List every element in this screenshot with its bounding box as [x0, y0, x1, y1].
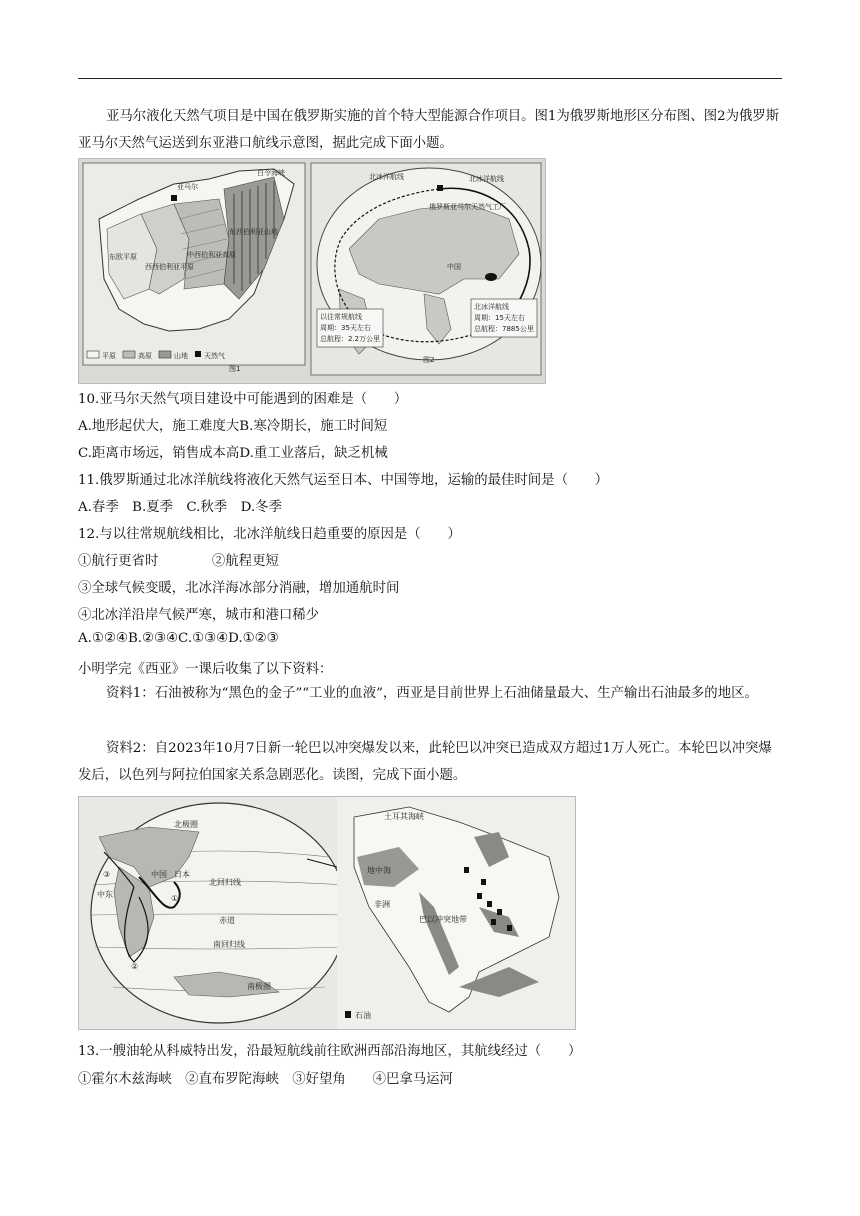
intro-paragraph-1: 亚马尔液化天然气项目是中国在俄罗斯实施的首个特大型能源合作项目。图1为俄罗斯地形区分布图、图2为俄罗斯亚马尔天然气运送到东亚港口航线示意图，据此完成下面小题。 — [78, 109, 780, 151]
q12-item-1-2: ①航行更省时 ②航程更短 — [78, 554, 279, 569]
russia-terrain-and-route-figure — [78, 158, 546, 384]
label-arctic-circle: 北极圈 — [174, 820, 198, 829]
label-middle-east: 中东 — [97, 890, 113, 899]
label-equator: 赤道 — [219, 916, 235, 925]
intro-paragraph-2: 小明学完《西亚》一课后收集了以下资料： — [78, 662, 333, 677]
new-route-distance: 总航程：7885公里 — [474, 325, 534, 333]
q13-stem: 13.一艘油轮从科威特出发，沿最短航线前往欧洲西部沿海地区，其航线经过（ ） — [78, 1044, 582, 1059]
legend-gas: 天然气 — [204, 352, 225, 360]
label-israel-palestine-zone: 巴以冲突地带 — [419, 915, 467, 924]
label-bering-strait: 白令海峡 — [257, 169, 285, 177]
label-china: 中国 — [151, 870, 167, 879]
legend-plain: 平原 — [102, 352, 116, 360]
label-turkish-straits: 土耳其海峡 — [384, 812, 424, 821]
label-mediterranean: 地中海 — [367, 866, 391, 875]
q12-stem: 12.与以往常规航线相比，北冰洋航线日趋重要的原因是（ ） — [78, 527, 461, 542]
label-east-european-plain: 东欧平原 — [109, 253, 137, 261]
q12-item-4: ④北冰洋沿岸气候严寒，城市和港口稀少 — [78, 608, 320, 623]
label-china: 中国 — [447, 263, 461, 271]
label-antarctic-circle: 南极圈 — [247, 982, 271, 991]
legend-mountain: 山地 — [174, 352, 188, 360]
header-rule — [78, 78, 782, 79]
label-west-siberian-plain: 西西伯利亚平原 — [145, 263, 194, 271]
label-east-siberian-mountains: 东西伯利亚山地 — [229, 228, 278, 236]
material-1: 资料1：石油被称为“黑色的金子”“工业的血液”，西亚是目前世界上石油储量最大、生产输出石油最多的地区。 — [106, 686, 758, 701]
label-yamal-plant: 俄罗斯亚马尔天然气工厂 — [429, 203, 506, 211]
old-route-title: 以往常规航线 — [320, 313, 362, 321]
material-2: 资料2：自2023年10月7日新一轮巴以冲突爆发以来，此轮巴以冲突已造成双方超过1万人死亡。本轮巴以冲突爆发后，以色列与阿拉伯国家关系急剧恶化。读图，完成下面小题。 — [78, 741, 772, 783]
label-africa: 非洲 — [374, 900, 390, 909]
middle-east-map-figure — [78, 796, 576, 1030]
q11-options: A.春季 B.夏季 C.秋季 D.冬季 — [78, 500, 282, 515]
q10-stem: 10.亚马尔天然气项目建设中可能遇到的困难是（ ） — [78, 392, 408, 407]
route-marker-2: ② — [131, 962, 139, 971]
q12-item-3: ③全球气候变暖，北冰洋海冰部分消融，增加通航时间 — [78, 581, 400, 596]
route-marker-3: ③ — [103, 870, 111, 879]
new-route-title: 北冰洋航线 — [474, 303, 509, 311]
new-route-period: 周期：15天左右 — [474, 314, 525, 322]
legend-oil: 石油 — [355, 1011, 371, 1020]
label-tropic-of-capricorn: 南回归线 — [213, 940, 245, 949]
label-arctic-route-right: 北冰洋航线 — [469, 175, 504, 183]
caption-figure-1: 图1 — [229, 365, 241, 373]
caption-figure-2: 图2 — [423, 356, 435, 364]
label-central-siberian-plateau: 中西伯利亚高原 — [187, 251, 236, 259]
q13-items: ①霍尔木兹海峡 ②直布罗陀海峡 ③好望角 ④巴拿马运河 — [78, 1072, 453, 1087]
label-yamal: 亚马尔 — [177, 183, 198, 191]
route-marker-1: ① — [171, 894, 179, 903]
label-arctic-route-left: 北冰洋航线 — [369, 173, 404, 181]
old-route-distance: 总航程：2.2万公里 — [320, 335, 381, 343]
q10-options-ab: A.地形起伏大，施工难度大B.寒冷期长，施工时间短 — [78, 419, 388, 434]
label-japan: 日本 — [174, 870, 190, 879]
label-tropic-of-cancer: 北回归线 — [209, 878, 241, 887]
q11-stem: 11.俄罗斯通过北冰洋航线将液化天然气运至日本、中国等地，运输的最佳时间是（ ） — [78, 473, 609, 488]
legend-plateau: 高原 — [138, 352, 152, 360]
q12-options: A.①②④B.②③④C.①③④D.①②③ — [78, 631, 279, 646]
q10-options-cd: C.距离市场远，销售成本高D.重工业落后，缺乏机械 — [78, 446, 388, 461]
old-route-period: 周期：35天左右 — [320, 324, 371, 332]
